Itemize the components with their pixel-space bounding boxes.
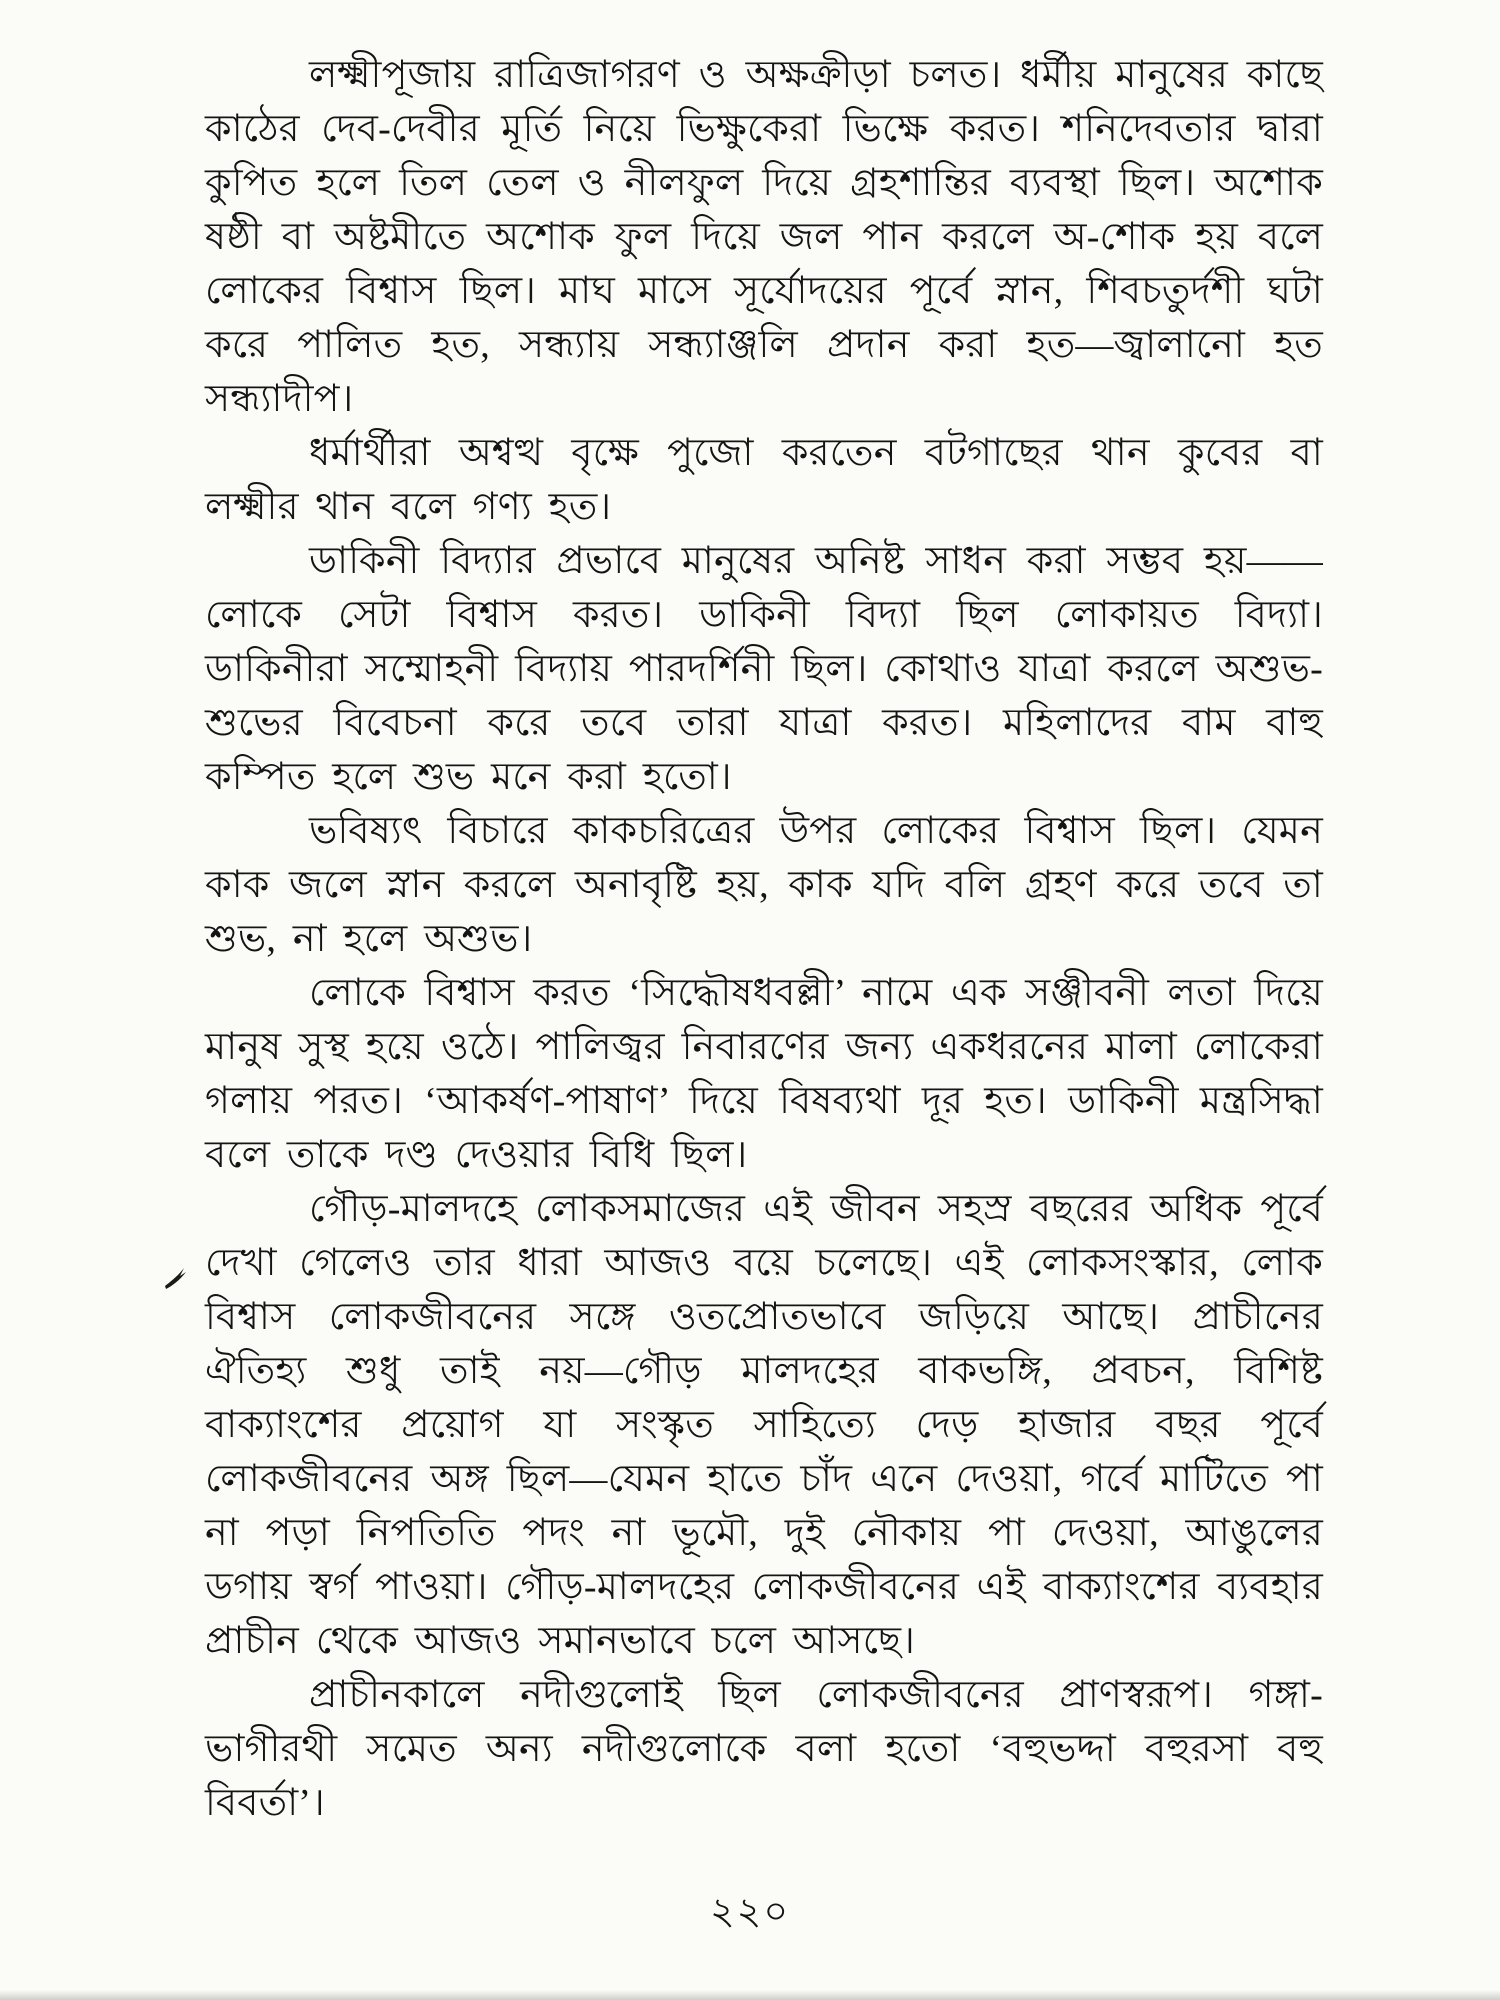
paragraph-6: গৌড়-মালদহে লোকসমাজের এই জীবন সহস্র বছরের অধিক পূর্বে দেখা গেলেও তার ধারা আজও বয়ে চলেছে। এই লোকসংস্কার, লোক বিশ্বাস লোকজীবনের সঙ্গে ওতপ্রোতভাবে জড়িয়ে আছে। প্রাচীনের ঐতিহ্য শুধু তাই নয়—গৌড় মালদহের বাকভঙ্গি, প্রবচন, বিশিষ্ট বাক্যাংশের প্রয়োগ যা সংস্কৃত সাহিত্যে দেড় হাজার বছর পূর্বে লোকজীবনের অঙ্গ ছিল—যেমন হাতে চাঁদ এনে দেওয়া, গর্বে মাটিতে পা না পড়া নিপতিতি পদং না ভূমৌ, দুই নৌকায় পা দেওয়া, আঙুলের ডগায় স্বর্গ পাওয়া। গৌড়-মালদহের লোকজীবনের এই বাক্যাংশের ব্যবহার প্রাচীন থেকে আজও সমানভাবে চলে আসছে। [205,1188,1323,1662]
paragraph-2: ধর্মার্থীরা অশ্বত্থ বৃক্ষে পুজো করতেন বটগাছের থান কুবের বা লক্ষ্মীর থান বলে গণ্য হত। [205,432,1323,528]
page-number: ২২০ [709,1891,791,1933]
margin-ink-mark-icon [162,1262,188,1292]
paragraph-4: ভবিষ্যৎ বিচারে কাকচরিত্রের উপর লোকের বিশ্বাস ছিল। যেমন কাক জলে স্নান করলে অনাবৃষ্টি হয়, কাক যদি বলি গ্রহণ করে তবে তা শুভ, না হলে অশুভ। [205,810,1323,960]
paragraph-7: প্রাচীনকালে নদীগুলোই ছিল লোকজীবনের প্রাণস্বরূপ। গঙ্গা-ভাগীরথী সমেত অন্য নদীগুলোকে বলা হতো ‘বহুভদ্দা বহুরসা বহু বিবর্তা’। [205,1674,1323,1824]
paragraph-5: লোকে বিশ্বাস করত ‘সিদ্ধৌষধবল্লী’ নামে এক সঞ্জীবনী লতা দিয়ে মানুষ সুস্থ হয়ে ওঠে। পালিজ্বর নিবারণের জন্য একধরনের মালা লোকেরা গলায় পরত। ‘আকর্ষণ-পাষাণ’ দিয়ে বিষব্যথা দূর হত। ডাকিনী মন্ত্রসিদ্ধা বলে তাকে দণ্ড দেওয়ার বিধি ছিল। [205,972,1323,1176]
body-text [205,48,1323,1830]
paragraph-3: ডাকিনী বিদ্যার প্রভাবে মানুষের অনিষ্ট সাধন করা সম্ভব হয়——লোকে সেটা বিশ্বাস করত। ডাকিনী বিদ্যা ছিল লোকায়ত বিদ্যা। ডাকিনীরা সম্মোহনী বিদ্যায় পারদর্শিনী ছিল। কোথাও যাত্রা করলে অশুভ-শুভের বিবেচনা করে তবে তারা যাত্রা করত। মহিলাদের বাম বাহু কম্পিত হলে শুভ মনে করা হতো। [205,540,1323,798]
paragraph-1: লক্ষ্মীপূজায় রাত্রিজাগরণ ও অক্ষক্রীড়া চলত। ধর্মীয় মানুষের কাছে কাঠের দেব-দেবীর মূর্তি নিয়ে ভিক্ষুকেরা ভিক্ষে করত। শনিদেবতার দ্বারা কুপিত হলে তিল তেল ও নীলফুল দিয়ে গ্রহশান্তির ব্যবস্থা ছিল। অশোক ষষ্ঠী বা অষ্টমীতে অশোক ফুল দিয়ে জল পান করলে অ-শোক হয় বলে লোকের বিশ্বাস ছিল। মাঘ মাসে সূর্যোদয়ের পূর্বে স্নান, শিবচতুর্দশী ঘটা করে পালিত হত, সন্ধ্যায় সন্ধ্যাঞ্জলি প্রদান করা হত—জ্বালানো হত সন্ধ্যাদীপ। [205,54,1323,420]
